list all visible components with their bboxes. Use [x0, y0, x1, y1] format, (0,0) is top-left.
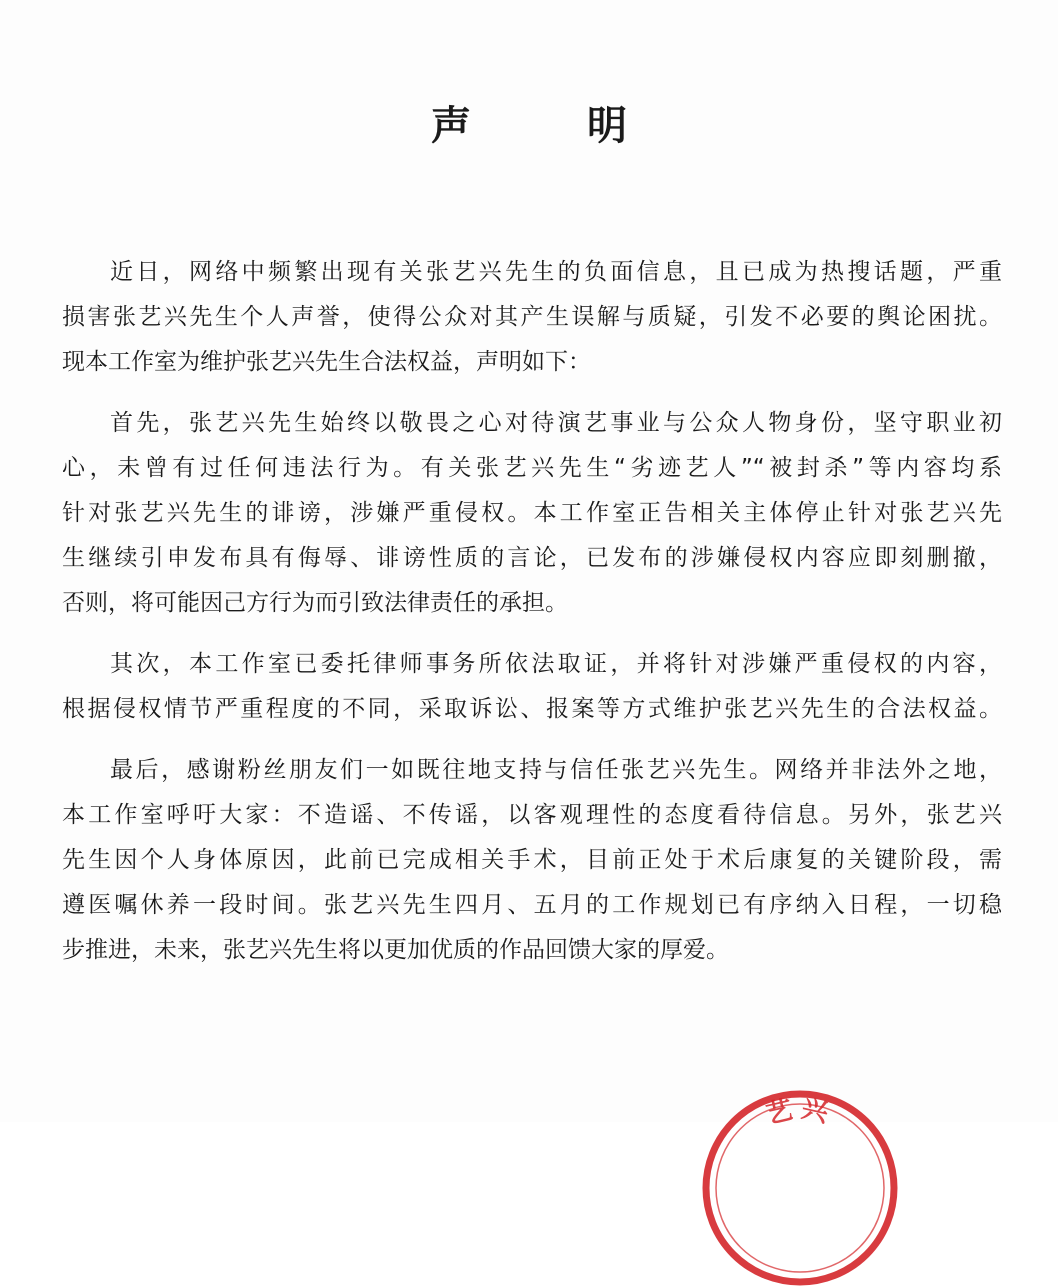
paragraph-2	[62, 401, 1002, 626]
paragraph-line: 生继续引申发布具有侮辱、诽谤性质的言论，已发布的涉嫌侵权内容应即刻删撤，	[62, 545, 1002, 571]
paragraph-line: 本工作室呼吁大家：不造谣、不传谣，以客观理性的态度看待信息。另外，张艺兴	[62, 802, 1002, 828]
document-title: 声 明	[431, 103, 665, 149]
paragraph-line: 遵医嘱休养一段时间。张艺兴先生四月、五月的工作规划已有序纳入日程，一切稳	[62, 892, 1002, 918]
paragraph-3	[62, 642, 1002, 732]
paragraph-4	[62, 748, 1002, 973]
paragraph-1	[62, 250, 1002, 385]
paragraph-line: 损害张艺兴先生个人声誉，使得公众对其产生误解与质疑，引发不必要的舆论困扰。	[62, 304, 1002, 330]
paragraph-line: 否则，将可能因己方行为而引致法律责任的承担。	[62, 590, 568, 616]
paragraph-line: 针对张艺兴先生的诽谤，涉嫌严重侵权。本工作室正告相关主体停止针对张艺兴先	[62, 500, 1002, 526]
paragraph-line: 步推进，未来，张艺兴先生将以更加优质的作品回馈大家的厚爱。	[62, 937, 729, 963]
svg-text:艺兴: 艺兴	[763, 1093, 837, 1131]
document-body	[62, 250, 1002, 989]
paragraph-line: 根据侵权情节严重程度的不同，采取诉讼、报案等方式维护张艺兴先生的合法权益。	[62, 696, 1002, 722]
company-seal-stamp	[700, 1088, 900, 1288]
paragraph-line: 心，未曾有过任何违法行为。有关张艺兴先生“劣迹艺人”“被封杀”等内容均系	[62, 455, 1002, 481]
paragraph-line: 首先，张艺兴先生始终以敬畏之心对待演艺事业与公众人物身份，坚守职业初	[110, 410, 1002, 436]
paragraph-line: 最后，感谢粉丝朋友们一如既往地支持与信任张艺兴先生。网络并非法外之地，	[110, 757, 1002, 783]
paragraph-line: 近日，网络中频繁出现有关张艺兴先生的负面信息，且已成为热搜话题，严重	[110, 259, 1002, 285]
paragraph-line: 其次，本工作室已委托律师事务所依法取证，并将针对涉嫌严重侵权的内容，	[110, 651, 1002, 677]
paragraph-line: 现本工作室为维护张艺兴先生合法权益，声明如下：	[62, 349, 591, 375]
paragraph-line: 先生因个人身体原因，此前已完成相关手术，目前正处于术后康复的关键阶段，需	[62, 847, 1002, 873]
